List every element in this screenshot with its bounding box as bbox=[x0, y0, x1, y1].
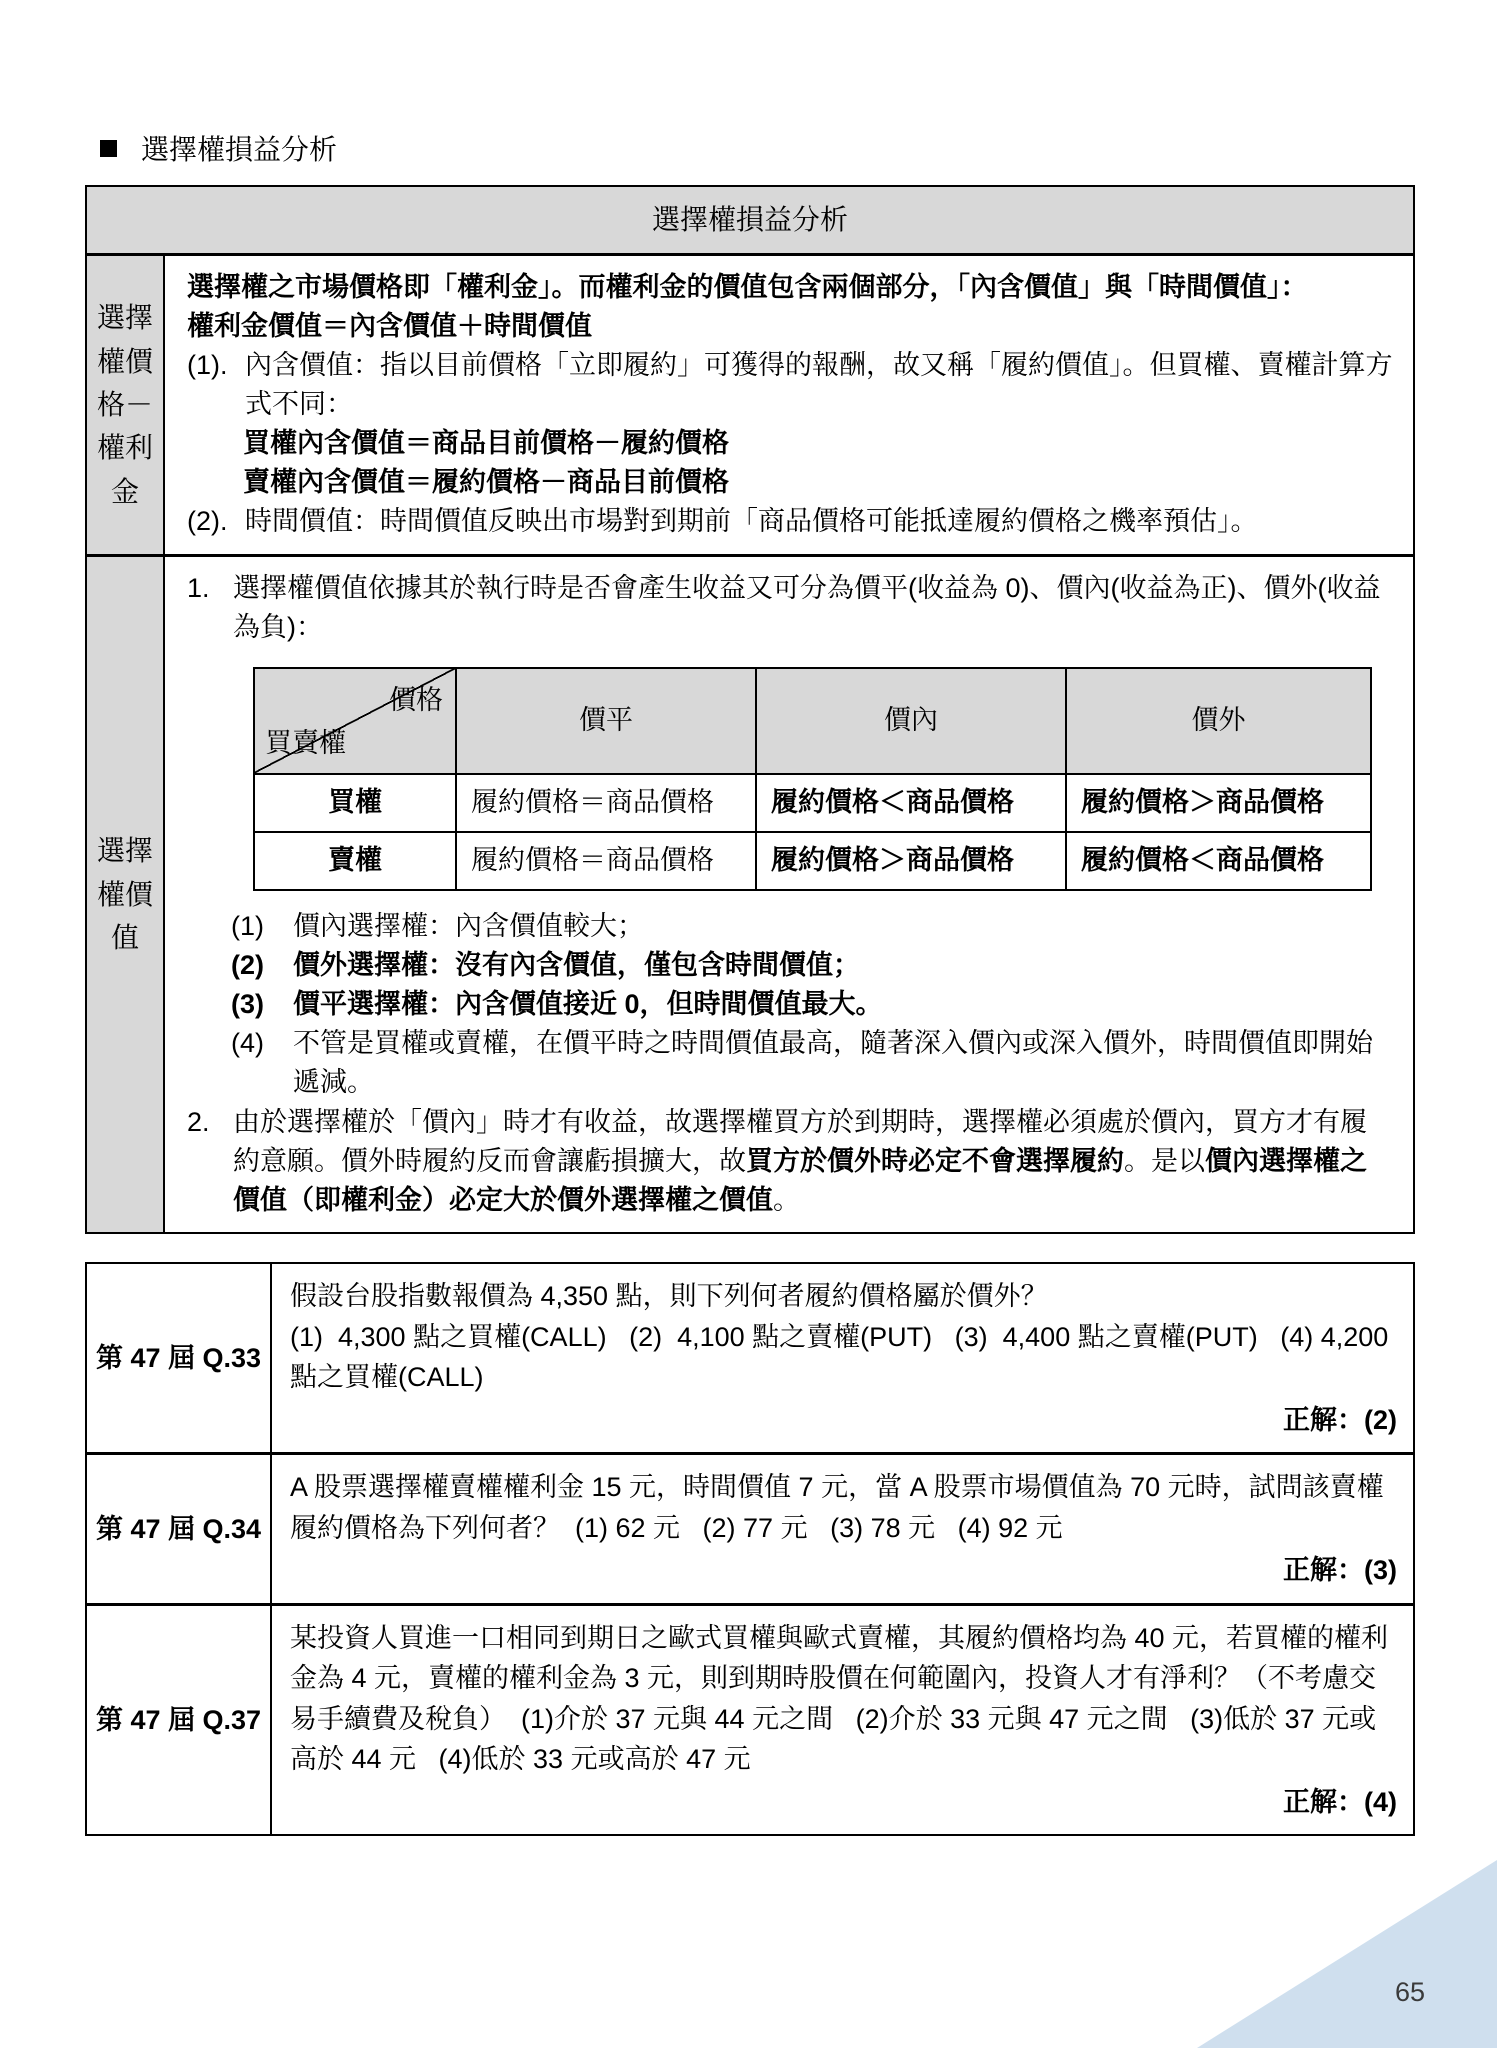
matrix-call-itm: 履約價格＜商品價格 bbox=[756, 774, 1066, 832]
question-text: 某投資人買進一口相同到期日之歐式買權與歐式賣權，其履約價格均為 40 元，若買權的權利金為 4 元，賣權的權利金為 3 元，則到期時股價在何範圍內，投資人才有淨利？（不考慮交易手續費及稅負） (1)介於 37 元與 44 元之間 (2)介於 33 元與 47 元之間 (3)低於 37 元或高於 44 元 (4)低於 33 元或高於 47 元 bbox=[290, 1622, 1389, 1774]
section-heading bbox=[100, 128, 337, 168]
matrix-put-itm: 履約價格＞商品價格 bbox=[756, 832, 1066, 890]
answer-label: 正解：(4) bbox=[1283, 1786, 1397, 1817]
note-otm-text: 價外選擇權：沒有內含價值，僅包含時間價值； bbox=[293, 950, 860, 980]
question-id-q33: 第 47 屆 Q.33 bbox=[87, 1264, 272, 1452]
value-item-2 bbox=[187, 1103, 1393, 1220]
time-value-item bbox=[187, 502, 1393, 541]
value-item-2-text: 由於選擇權於「價內」時才有收益，故選擇權買方於到期時，選擇權必須處於價內，買方才有履約意願。價外時履約反而會讓虧損擴大，故買方於價外時必定不會選擇履約。是以價內選擇權之價值（即權利金）必定大於價外選擇權之價值。 bbox=[233, 1106, 1367, 1215]
answer-label: 正解：(3) bbox=[1283, 1555, 1397, 1585]
premium-definition: 選擇權之市場價格即「權利金」。而權利金的價值包含兩個部分，「內含價值」與「時間價值」： bbox=[187, 271, 1308, 302]
item-number: (3) bbox=[231, 989, 264, 1020]
section-heading-text: 選擇權損益分析 bbox=[141, 134, 338, 165]
matrix-row-put bbox=[254, 832, 1371, 890]
matrix-header-otm: 價外 bbox=[1066, 668, 1371, 774]
page-number: 65 bbox=[1394, 1977, 1425, 2007]
analysis-table-title: 選擇權損益分析 bbox=[87, 187, 1413, 256]
question-text: 假設台股指數報價為 4,350 點，則下列何者履約價格屬於價外？ bbox=[290, 1281, 1048, 1311]
item-number: 1. bbox=[187, 572, 210, 603]
note-otm bbox=[231, 946, 1393, 985]
matrix-put-label: 賣權 bbox=[254, 832, 456, 890]
item-number: (4) bbox=[231, 1028, 264, 1059]
time-value-text: 時間價值：時間價值反映出市場對到期前「商品價格可能抵達履約價格之機率預估」。 bbox=[245, 506, 1258, 537]
item-number: 2. bbox=[187, 1106, 210, 1137]
question-id-q34: 第 47 屆 Q.34 bbox=[87, 1455, 272, 1603]
note-time-value-text: 不管是買權或賣權，在價平時之時間價值最高，隨著深入價內或深入價外，時間價值即開始遞減。 bbox=[293, 1028, 1373, 1098]
analysis-row-premium bbox=[87, 256, 1413, 554]
corner-label-option-type: 買賣權 bbox=[265, 727, 346, 758]
intrinsic-value-text: 內含價值：指以目前價格「立即履約」可獲得的報酬，故又稱「履約價值」。但買權、賣權計算方式不同： bbox=[245, 349, 1393, 420]
question-body-q34 bbox=[272, 1455, 1413, 1603]
moneyness-matrix-table bbox=[253, 667, 1372, 891]
question-body-q37 bbox=[272, 1606, 1413, 1835]
question-row-q33 bbox=[87, 1264, 1413, 1452]
matrix-put-otm: 履約價格＜商品價格 bbox=[1066, 832, 1371, 890]
matrix-put-atm: 履約價格＝商品價格 bbox=[456, 832, 756, 890]
note-atm bbox=[231, 985, 1393, 1024]
row-content-premium bbox=[165, 256, 1413, 554]
question-body-q33 bbox=[272, 1264, 1413, 1452]
square-bullet-icon bbox=[100, 140, 117, 157]
analysis-row-value bbox=[87, 554, 1413, 1232]
moneyness-notes bbox=[231, 907, 1393, 1103]
note-atm-text: 價平選擇權：內含價值接近 0，但時間價值最大。 bbox=[293, 989, 883, 1020]
matrix-header-row bbox=[254, 668, 1371, 774]
corner-label-price: 價格 bbox=[389, 684, 443, 715]
corner-decoration bbox=[1197, 1860, 1497, 2048]
note-time-value bbox=[231, 1024, 1393, 1102]
exam-questions-table bbox=[85, 1262, 1415, 1836]
row-content-value bbox=[165, 557, 1413, 1232]
item-number: (1). bbox=[187, 349, 228, 380]
item-number: (2). bbox=[187, 506, 228, 537]
item-number: (1) bbox=[231, 910, 264, 941]
diagonal-split-cell bbox=[255, 669, 455, 773]
premium-formula: 權利金價值＝內含價值＋時間價值 bbox=[187, 310, 592, 341]
matrix-row-call bbox=[254, 774, 1371, 832]
question-id-q37: 第 47 屆 Q.37 bbox=[87, 1606, 272, 1835]
matrix-corner-cell bbox=[254, 668, 456, 774]
call-intrinsic-formula: 買權內含價值＝商品目前價格－履約價格 bbox=[243, 428, 729, 459]
matrix-call-label: 買權 bbox=[254, 774, 456, 832]
note-itm bbox=[231, 907, 1393, 946]
question-options: (1) 4,300 點之買權(CALL) (2) 4,100 點之賣權(PUT) (3) 4,400 點之賣權(PUT) (4) 4,200 點之買權(CALL) bbox=[290, 1321, 1396, 1392]
question-row-q37 bbox=[87, 1603, 1413, 1835]
matrix-header-atm: 價平 bbox=[456, 668, 756, 774]
matrix-call-atm: 履約價格＝商品價格 bbox=[456, 774, 756, 832]
matrix-call-otm: 履約價格＞商品價格 bbox=[1066, 774, 1371, 832]
matrix-header-itm: 價內 bbox=[756, 668, 1066, 774]
row-label-premium: 選擇權價格－權利金 bbox=[87, 256, 165, 554]
question-text: A 股票選擇權賣權權利金 15 元，時間價值 7 元，當 A 股票市場價值為 70 元時，試問該賣權履約價格為下列何者？ (1) 62 元 (2) 77 元 (3) 78 元 (4) 92 元 bbox=[290, 1472, 1384, 1543]
answer-label: 正解：(2) bbox=[1283, 1404, 1397, 1435]
row-label-value: 選擇權價值 bbox=[87, 557, 165, 1232]
question-row-q34 bbox=[87, 1452, 1413, 1603]
note-itm-text: 價內選擇權：內含價值較大； bbox=[293, 910, 644, 941]
intrinsic-value-item bbox=[187, 346, 1393, 424]
value-item-1-text: 選擇權價值依據其於執行時是否會產生收益又可分為價平(收益為 0)、價內(收益為正)、價外(收益為負)： bbox=[233, 572, 1381, 642]
value-item-1 bbox=[187, 569, 1393, 647]
put-intrinsic-formula: 賣權內含價值＝履約價格－商品目前價格 bbox=[243, 467, 729, 498]
analysis-table bbox=[85, 185, 1415, 1234]
item-number: (2) bbox=[231, 950, 264, 980]
